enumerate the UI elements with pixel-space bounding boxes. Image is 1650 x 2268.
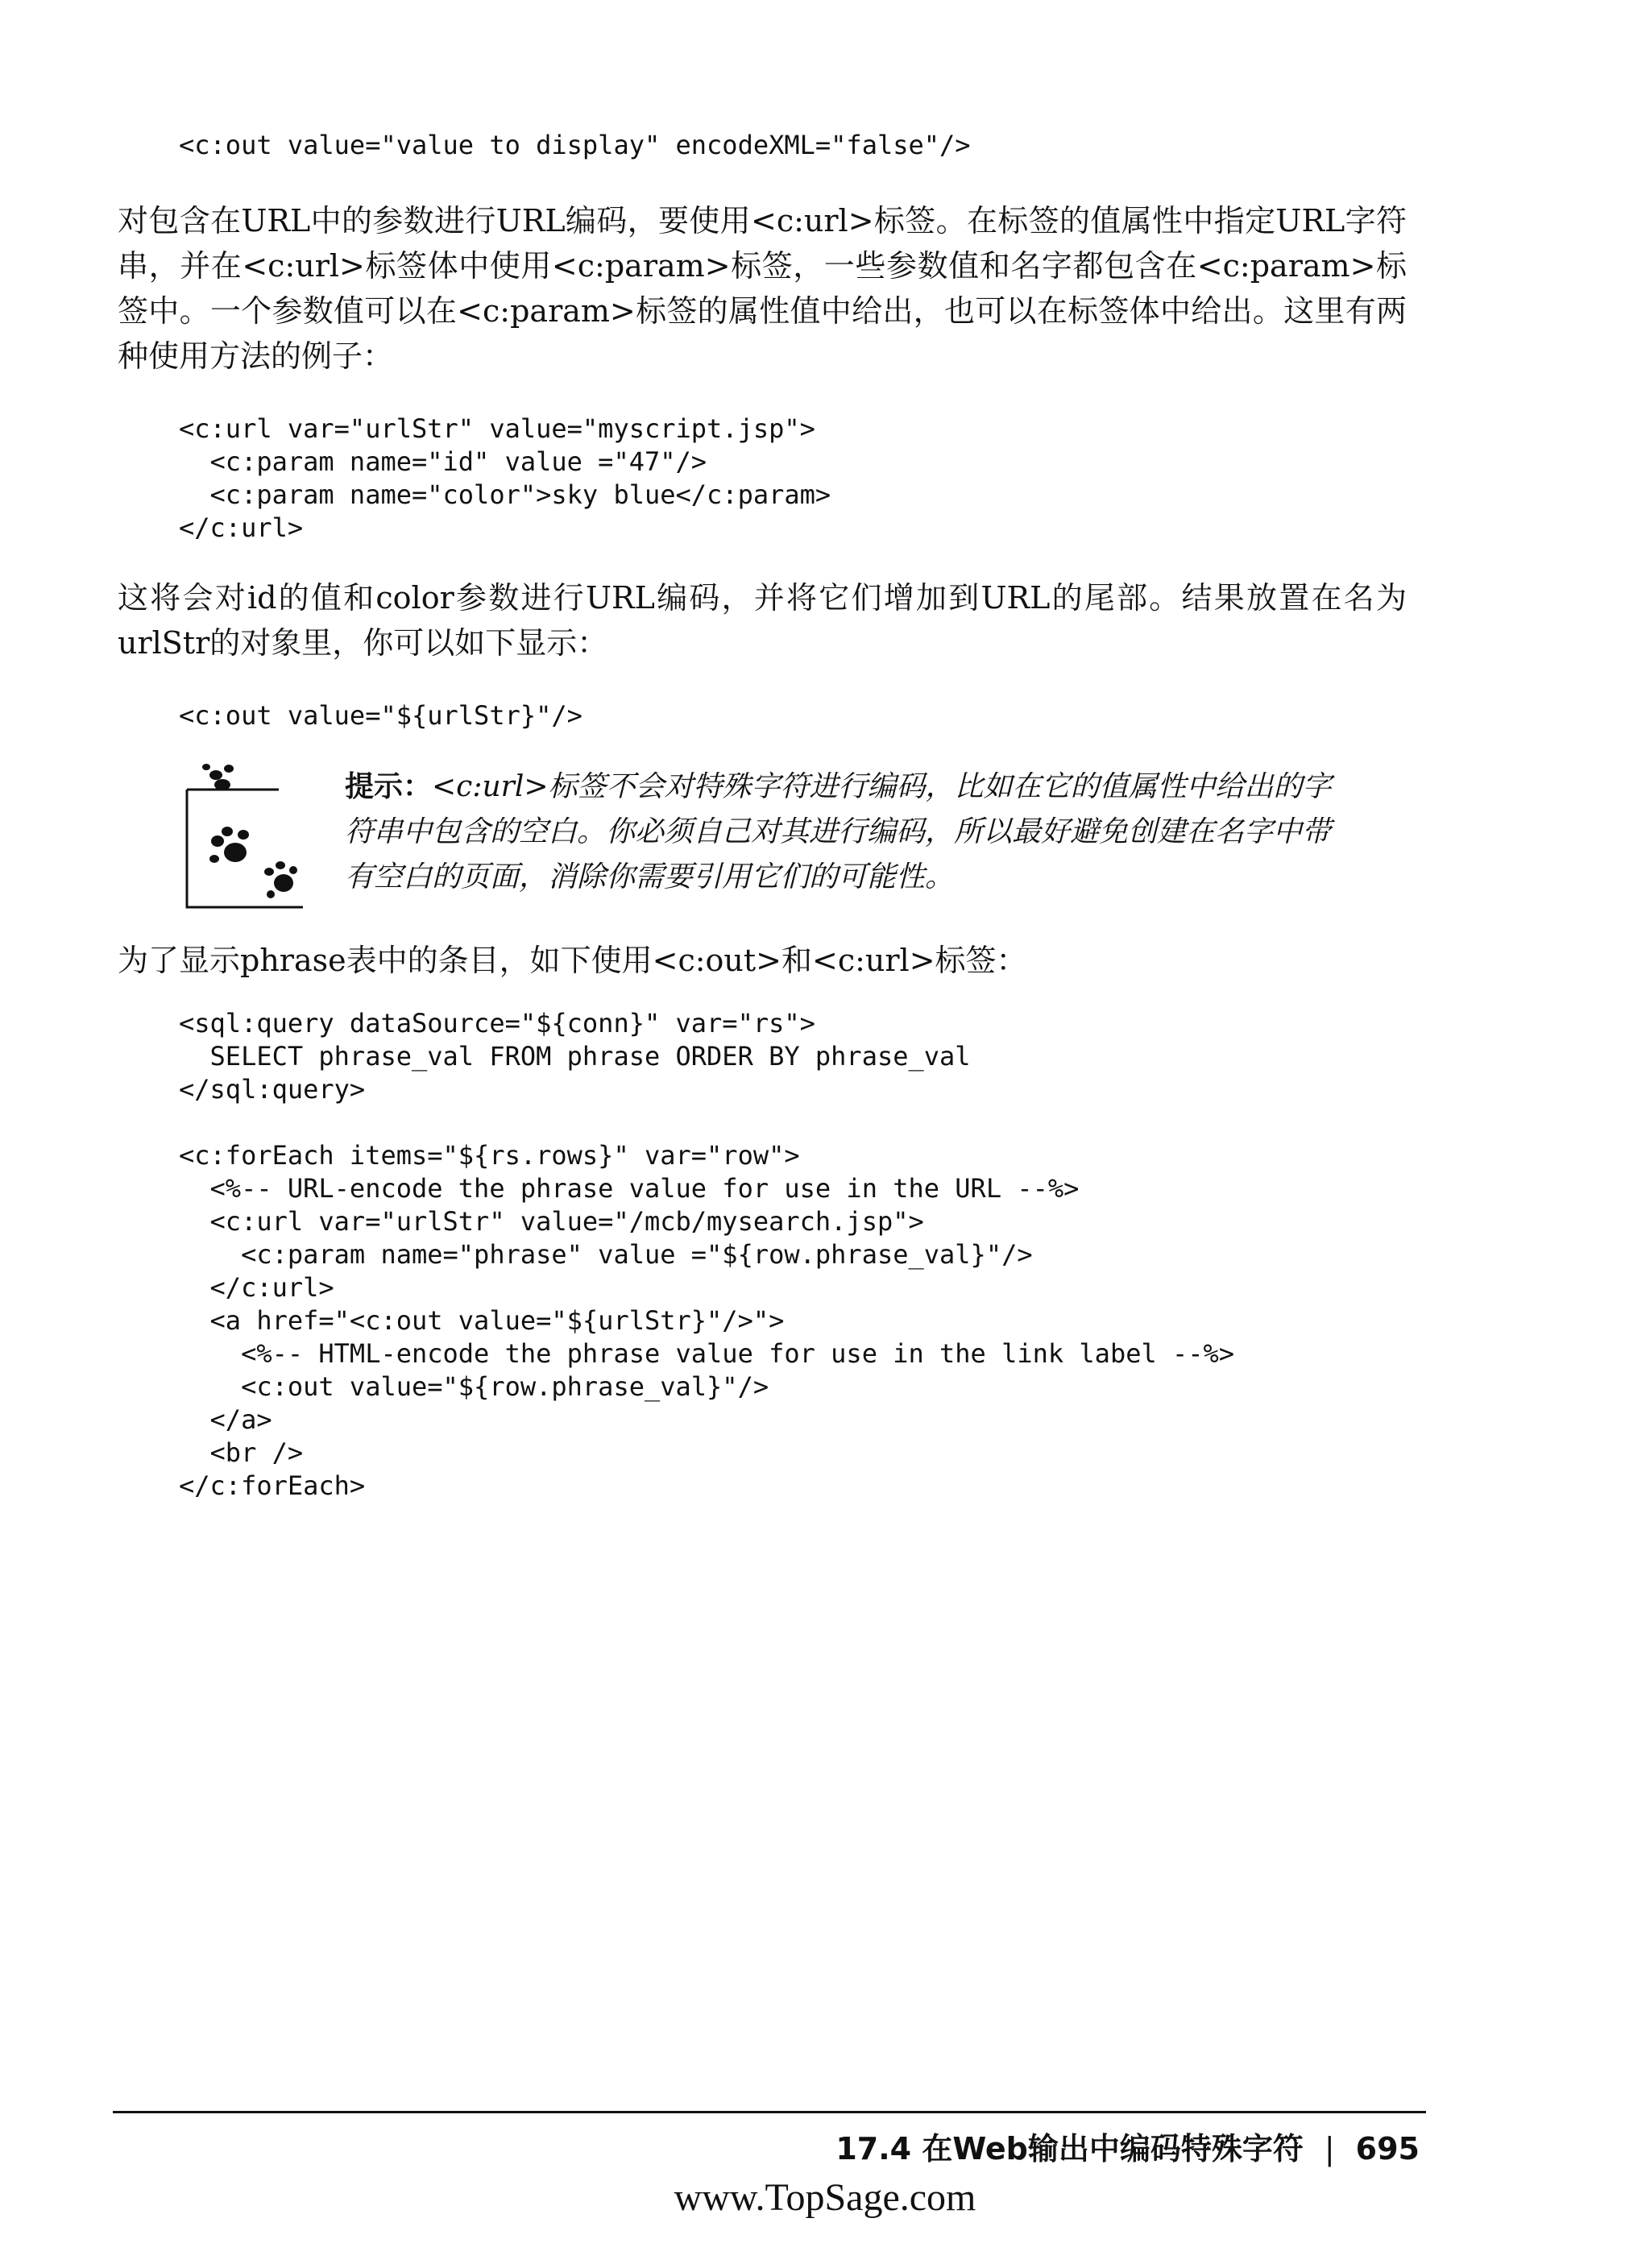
code-block-sql-foreach: <sql:query dataSource="${conn}" var="rs"> SELECT phrase_val FROM phrase ORDER BY phrase_val </sql:query> <c:forEach items="${rs.rows}" var="row"> <%-- URL-encode the phrase value for use in the URL --%> <c:url var="urlStr" value="/mcb/mysearch.jsp"> <c:param name="phrase" value ="${row.phrase_val}"/> </c:url> <a href="<c:out value="${urlStr}"/>"> <%-- HTML-encode the phrase value for use in the link label --%> <c:out value="${row.phrase_val}"/> </a> <br /> </c:forEach> xyxy=(179,1008,1235,1501)
code-block-url-param: <c:url var="urlStr" value="myscript.jsp"> <c:param name="id" value ="47"/> <c:param name="color">sky blue</c:param> </c:url> xyxy=(179,413,831,543)
tip-note xyxy=(345,764,1344,900)
footer-rule xyxy=(113,2111,1426,2113)
page-number: 695 xyxy=(1355,2131,1420,2166)
tip-body: <c:url>标签不会对特殊字符进行编码，比如在它的值属性中给出的字符串中包含的空白。你必须自己对其进行编码，所以最好避免创建在名字中带有空白的页面，消除你需要引用它们的可能性。 xyxy=(345,770,1332,894)
footer-section-title: 17.4 在Web输出中编码特殊字符 xyxy=(835,2131,1304,2166)
paragraph-url-encoding: 对包含在URL中的参数进行URL编码，要使用<c:url>标签。在标签的值属性中指定URL字符串，并在<c:url>标签体中使用<c:param>标签，一些参数值和名字都包含在<c:param>标签中。一个参数值可以在<c:param>标签的属性值中给出，也可以在标签体中给出。这里有两种使用方法的例子： xyxy=(118,203,1407,374)
running-footer xyxy=(835,2124,1420,2168)
tip-label: 提示： xyxy=(345,769,433,803)
code-block-out-urlstr: <c:out value="${urlStr}"/> xyxy=(179,700,582,731)
paragraph-phrase-table: 为了显示phrase表中的条目，如下使用<c:out>和<c:url>标签： xyxy=(118,943,1027,978)
tip-paw-icon xyxy=(182,757,319,910)
paragraph-result: 这将会对id的值和color参数进行URL编码，并将它们增加到URL的尾部。结果放置在名为urlStr的对象里，你可以如下显示： xyxy=(118,580,1407,661)
site-watermark: www.TopSage.com xyxy=(674,2176,976,2219)
footer-separator: | xyxy=(1324,2131,1335,2166)
code-block-out-encodexml: <c:out value="value to display" encodeXML="false"/> xyxy=(179,130,971,160)
